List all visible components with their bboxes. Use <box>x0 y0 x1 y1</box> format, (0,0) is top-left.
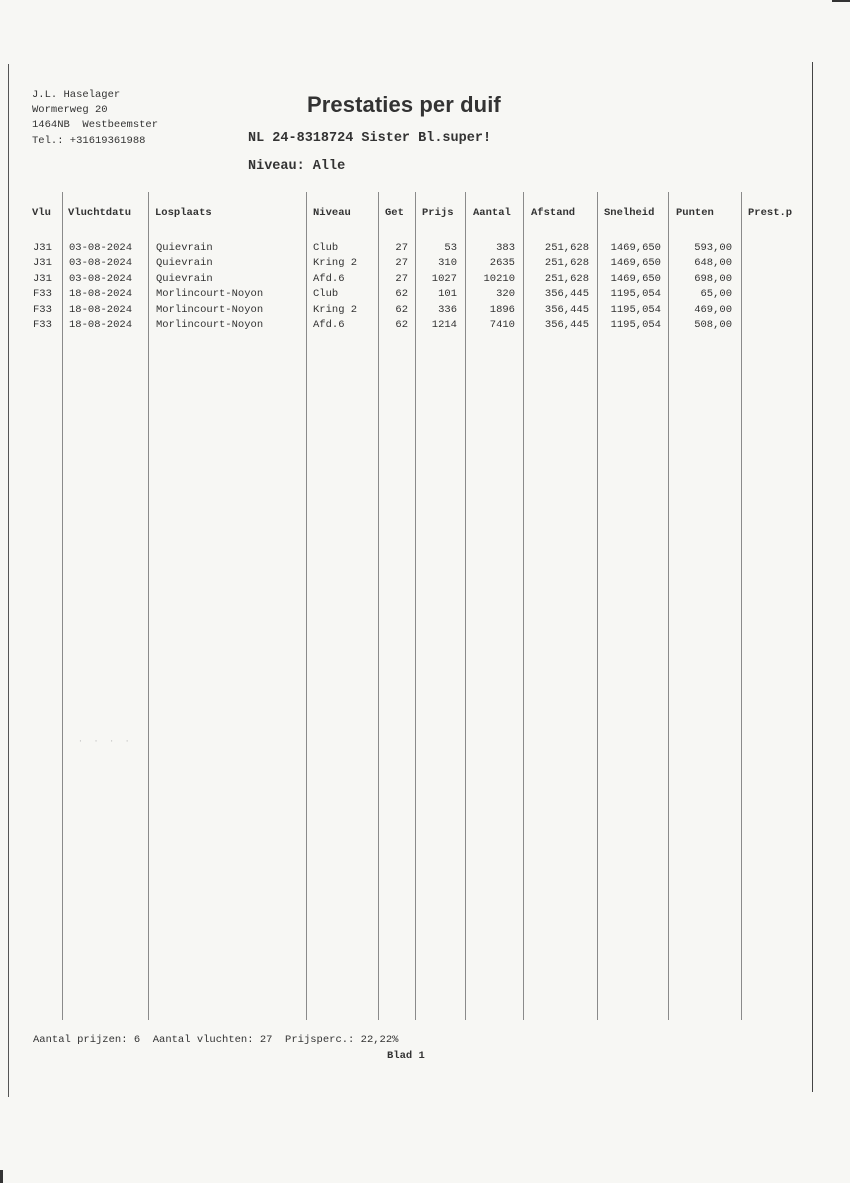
cell-aantal: 383 <box>496 242 515 254</box>
cell-prijs: 336 <box>438 303 457 316</box>
sender-city: 1464NB Westbeemster <box>32 119 159 131</box>
sender-street: Wormerweg 20 <box>32 104 108 116</box>
cell-get: 27 <box>395 257 408 270</box>
col-header-vlu: Vlu <box>32 207 51 219</box>
cell-prijs: 1214 <box>431 319 457 331</box>
col-header-prijs: Prijs <box>422 207 454 219</box>
cell-afstand: 251,628 <box>544 272 589 285</box>
col-header-afstand: Afstand <box>531 207 576 219</box>
cell-aantal: 1896 <box>489 303 515 316</box>
cell-get: 62 <box>395 288 408 301</box>
pigeon-id: NL 24-8318724 Sister Bl.super! <box>248 131 492 146</box>
column-divider <box>415 192 416 1020</box>
scan-edge-right <box>812 62 813 1092</box>
level-filter: Niveau: Alle <box>248 159 346 174</box>
cell-afstand: 356,445 <box>544 288 589 301</box>
cell-prijs: 53 <box>444 242 457 254</box>
cell-losplaats: Morlincourt-Noyon <box>156 319 264 331</box>
cell-losplaats: Quievrain <box>156 242 213 254</box>
cell-punten: 65,00 <box>700 288 732 301</box>
cell-punten: 469,00 <box>694 303 732 316</box>
scan-edge-left <box>8 64 9 1097</box>
cell-date: 18-08-2024 <box>69 303 133 316</box>
cell-losplaats: Quievrain <box>156 272 213 285</box>
column-divider <box>62 192 63 1020</box>
cell-vlu: J31 <box>33 242 52 254</box>
cell-vlu: J31 <box>33 257 52 270</box>
cell-punten: 508,00 <box>694 319 732 331</box>
cell-vlu: F33 <box>33 288 52 301</box>
cell-afstand: 356,445 <box>544 319 589 331</box>
col-header-losplaats: Losplaats <box>155 207 212 219</box>
scan-mark-top <box>832 0 850 2</box>
column-divider <box>668 192 669 1020</box>
cell-afstand: 356,445 <box>544 303 589 316</box>
cell-losplaats: Morlincourt-Noyon <box>156 288 264 301</box>
col-header-niveau: Niveau <box>313 207 351 219</box>
cell-aantal: 2635 <box>489 257 515 270</box>
page-title: Prestaties per duif <box>307 92 501 117</box>
cell-get: 27 <box>395 242 408 254</box>
cell-snelheid: 1469,650 <box>610 272 661 285</box>
column-divider <box>148 192 149 1020</box>
column-divider <box>306 192 307 1020</box>
cell-date: 18-08-2024 <box>69 288 133 301</box>
cell-snelheid: 1469,650 <box>610 257 661 270</box>
cell-niveau: Club <box>313 242 339 254</box>
column-divider <box>741 192 742 1020</box>
cell-afstand: 251,628 <box>544 242 589 254</box>
column-divider <box>597 192 598 1020</box>
col-header-aantal: Aantal <box>473 207 511 219</box>
summary-line: Aantal prijzen: 6 Aantal vluchten: 27 Prijsperc.: 22,22% <box>33 1034 399 1046</box>
cell-niveau: Club <box>313 288 339 301</box>
cell-niveau: Kring 2 <box>313 303 358 316</box>
cell-snelheid: 1195,054 <box>610 288 661 301</box>
scan-mark-bottom <box>0 1170 3 1183</box>
cell-prijs: 101 <box>438 288 457 301</box>
cell-niveau: Afd.6 <box>313 319 345 331</box>
cell-punten: 648,00 <box>694 257 732 270</box>
cell-snelheid: 1195,054 <box>610 319 661 331</box>
cell-date: 03-08-2024 <box>69 242 133 254</box>
cell-aantal: 7410 <box>489 319 515 331</box>
col-header-vluchtdatum: Vluchtdatu <box>68 207 132 219</box>
cell-aantal: 320 <box>496 288 515 301</box>
cell-prijs: 1027 <box>431 272 457 285</box>
cell-date: 03-08-2024 <box>69 272 133 285</box>
sender-phone: Tel.: +31619361988 <box>32 135 146 147</box>
cell-punten: 593,00 <box>694 242 732 254</box>
cell-prijs: 310 <box>438 257 457 270</box>
column-divider <box>523 192 524 1020</box>
page-number: Blad 1 <box>387 1050 425 1062</box>
cell-snelheid: 1195,054 <box>610 303 661 316</box>
cell-afstand: 251,628 <box>544 257 589 270</box>
column-divider <box>465 192 466 1020</box>
cell-niveau: Kring 2 <box>313 257 358 270</box>
column-divider <box>378 192 379 1020</box>
sender-name: J.L. Haselager <box>32 89 121 101</box>
cell-get: 27 <box>395 272 408 285</box>
cell-aantal: 10210 <box>483 272 515 285</box>
cell-losplaats: Quievrain <box>156 257 213 270</box>
cell-vlu: J31 <box>33 272 52 285</box>
cell-niveau: Afd.6 <box>313 272 345 285</box>
col-header-snelheid: Snelheid <box>604 207 655 219</box>
col-header-punten: Punten <box>676 207 714 219</box>
scan-specks: · · · · <box>78 737 133 746</box>
cell-vlu: F33 <box>33 303 52 316</box>
cell-date: 18-08-2024 <box>69 319 133 331</box>
cell-vlu: F33 <box>33 319 52 331</box>
cell-date: 03-08-2024 <box>69 257 133 270</box>
cell-snelheid: 1469,650 <box>610 242 661 254</box>
cell-punten: 698,00 <box>694 272 732 285</box>
col-header-prestatie: Prest.p <box>748 207 793 219</box>
cell-get: 62 <box>395 319 408 331</box>
cell-get: 62 <box>395 303 408 316</box>
cell-losplaats: Morlincourt-Noyon <box>156 303 264 316</box>
col-header-get: Get <box>385 207 404 219</box>
